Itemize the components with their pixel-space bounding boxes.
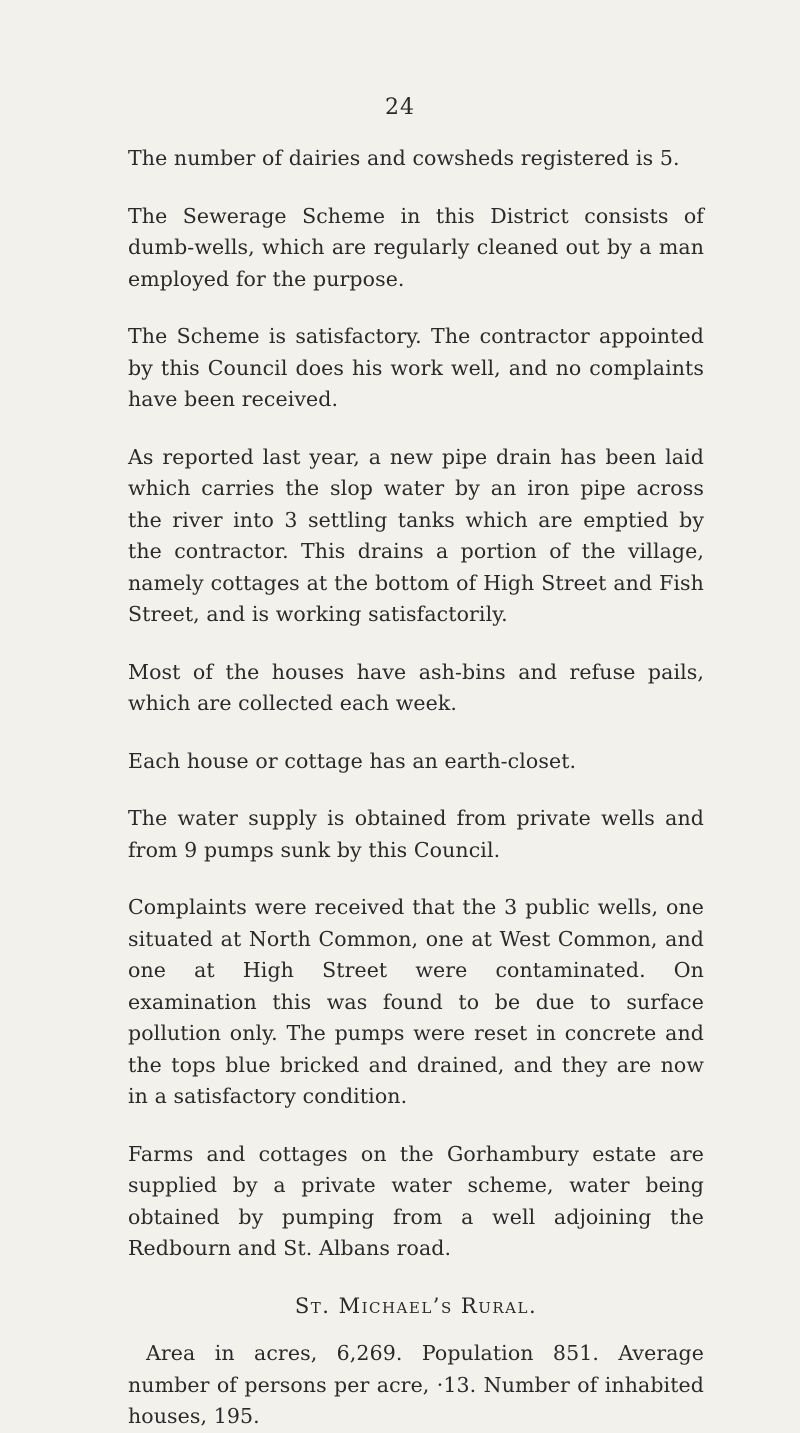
page-number: 24 <box>385 95 415 120</box>
paragraph-earth-closet: Each house or cottage has an earth-closet. <box>128 748 577 773</box>
body-text <box>128 143 704 1433</box>
paragraph-scheme-satisfactory: The Scheme is satisfactory. The contractor appointed by this Council does his work well, and no complaints have been received. <box>128 324 704 411</box>
paragraph-water-supply: The water supply is obtained from private wells and from 9 pumps sunk by this Council. <box>128 806 704 862</box>
paragraph-pipe-drain: As reported last year, a new pipe drain has been laid which carries the slop water by an iron pipe across the river into 3 settling tanks which are emptied by the contractor. This drains a portion of the village, namely cottages at the bottom of High Street and Fish Street, and is working satisfactorily. <box>128 444 704 626</box>
paragraph-complaints-wells: Complaints were received that the 3 public wells, one situated at North Common, one at West Common, and one at High Street were contaminated. On examination this was found to be due to surface pollution only. The pumps were reset in concrete and the tops blue bricked and drained, and they are now in a satisfactory condition. <box>128 895 704 1108</box>
section-heading: St. Michael’s Rural. <box>294 1293 538 1318</box>
paragraph-ash-bins: Most of the houses have ash-bins and refuse pails, which are collected each week. <box>128 659 704 715</box>
paragraph-gorhambury: Farms and cottages on the Gorhambury estate are supplied by a private water scheme, water being obtained by pumping from a well adjoining the Redbourn and St. Albans road. <box>128 1141 704 1260</box>
paragraph-area-statistics: Area in acres, 6,269. Population 851. Average number of persons per acre, ·13. Number of inhabited houses, 195. <box>128 1341 704 1428</box>
paragraph-sewerage-scheme: The Sewerage Scheme in this District consists of dumb-wells, which are regularly cleaned out by a man employed for the purpose. <box>128 203 704 291</box>
paragraph-dairies: The number of dairies and cowsheds registered is 5. <box>128 146 680 170</box>
